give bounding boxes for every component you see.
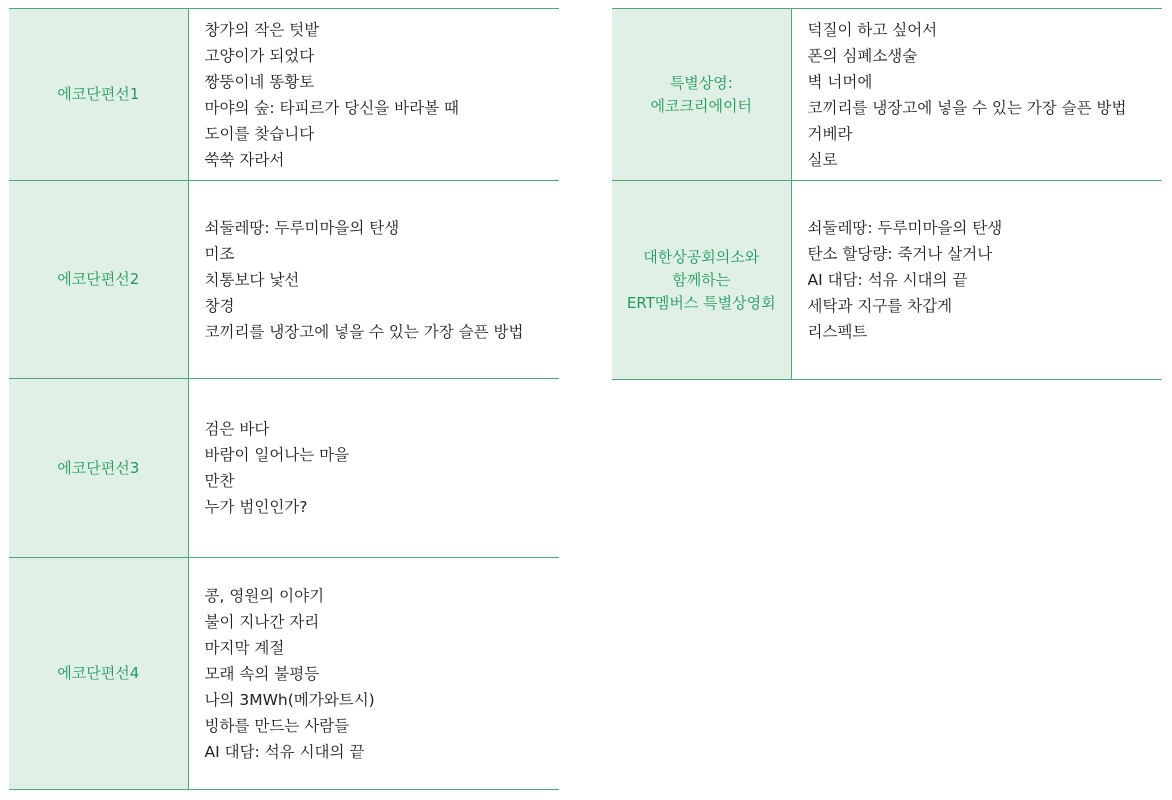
category-cell (9, 558, 188, 790)
film-list (205, 583, 560, 765)
film-list-cell (188, 558, 559, 790)
film-title: 창경 (204, 296, 235, 315)
category-label: 에코단편선2 (57, 270, 140, 288)
film-title: 쇠둘레땅: 두루미마을의 탄생 (204, 218, 400, 237)
film-title: 불이 지나간 자리 (204, 612, 320, 631)
table-row (9, 9, 559, 181)
category-cell (9, 9, 188, 181)
table-row (612, 9, 1162, 181)
film-title: 벽 너머에 (807, 72, 873, 91)
film-title: 누가 범인인가? (204, 498, 308, 516)
table-row (612, 181, 1162, 380)
film-title: 짱뚱이네 똥황토 (204, 72, 315, 91)
category-cell (612, 181, 791, 380)
film-title: 만찬 (204, 472, 235, 490)
film-list-cell (791, 181, 1162, 380)
category-label: 함께하는 (672, 270, 731, 289)
film-title: 도이를 찾습니다 (204, 124, 315, 143)
film-title: 탄소 할당량: 죽거나 살거나 (807, 245, 993, 263)
category-cell (9, 181, 188, 379)
category-label: ERT멤버스 특별상영회 (626, 293, 776, 312)
film-title: 폰의 심폐소생술 (807, 46, 918, 65)
category-label: 대한상공회의소와 (643, 247, 760, 266)
film-list-cell (188, 9, 559, 181)
category-label: 에코단편선3 (57, 458, 140, 477)
category-label: 특별상영: (669, 73, 733, 92)
film-title: 빙하를 만드는 사람들 (204, 716, 350, 735)
film-title: 코끼리를 냉장고에 넣을 수 있는 가장 슬픈 방법 (204, 322, 524, 341)
film-list (808, 17, 1163, 173)
film-list (205, 17, 560, 173)
table-row (9, 558, 559, 790)
category-label: 에코단편선4 (57, 664, 140, 682)
program-table-right (612, 8, 1162, 380)
film-title: 나의 3MWh(메가와트시) (204, 690, 375, 709)
film-list (808, 215, 1163, 345)
table-row (9, 181, 559, 379)
film-list (205, 416, 560, 520)
film-title: 창가의 작은 텃밭 (204, 20, 320, 39)
film-title: 세탁과 지구를 차갑게 (807, 297, 953, 315)
film-title: 검은 바다 (204, 420, 270, 438)
film-title: 콩, 영원의 이야기 (204, 586, 325, 605)
film-title: 리스펙트 (807, 323, 868, 341)
film-title: 마야의 숲: 타피르가 당신을 바라볼 때 (204, 98, 459, 117)
film-title: AI 대담: 석유 시대의 끝 (204, 742, 365, 761)
film-title: 마지막 계절 (204, 638, 285, 657)
film-title: 코끼리를 냉장고에 넣을 수 있는 가장 슬픈 방법 (807, 98, 1127, 117)
category-cell (9, 379, 188, 558)
program-table-left (9, 8, 559, 790)
category-label: 에코크리에이터 (650, 96, 752, 115)
film-title: 모래 속의 불평등 (204, 664, 320, 683)
film-list (205, 215, 560, 345)
film-title: 쑥쑥 자라서 (204, 150, 285, 169)
film-title: 실로 (807, 150, 838, 169)
film-title: 덕질이 하고 싶어서 (807, 20, 938, 39)
film-title: 치통보다 낯선 (204, 270, 300, 289)
category-cell (612, 9, 791, 181)
film-title: 거베라 (807, 124, 853, 143)
film-list-cell (188, 181, 559, 379)
film-title: 고양이가 되었다 (204, 46, 315, 65)
film-title: 바람이 일어나는 마을 (204, 446, 350, 464)
film-list-cell (791, 9, 1162, 181)
table-row (9, 379, 559, 558)
category-label: 에코단편선1 (57, 85, 140, 103)
film-title: AI 대담: 석유 시대의 끝 (807, 271, 968, 289)
film-title: 미조 (204, 244, 235, 263)
film-list-cell (188, 379, 559, 558)
film-title: 쇠둘레땅: 두루미마을의 탄생 (807, 219, 1003, 237)
